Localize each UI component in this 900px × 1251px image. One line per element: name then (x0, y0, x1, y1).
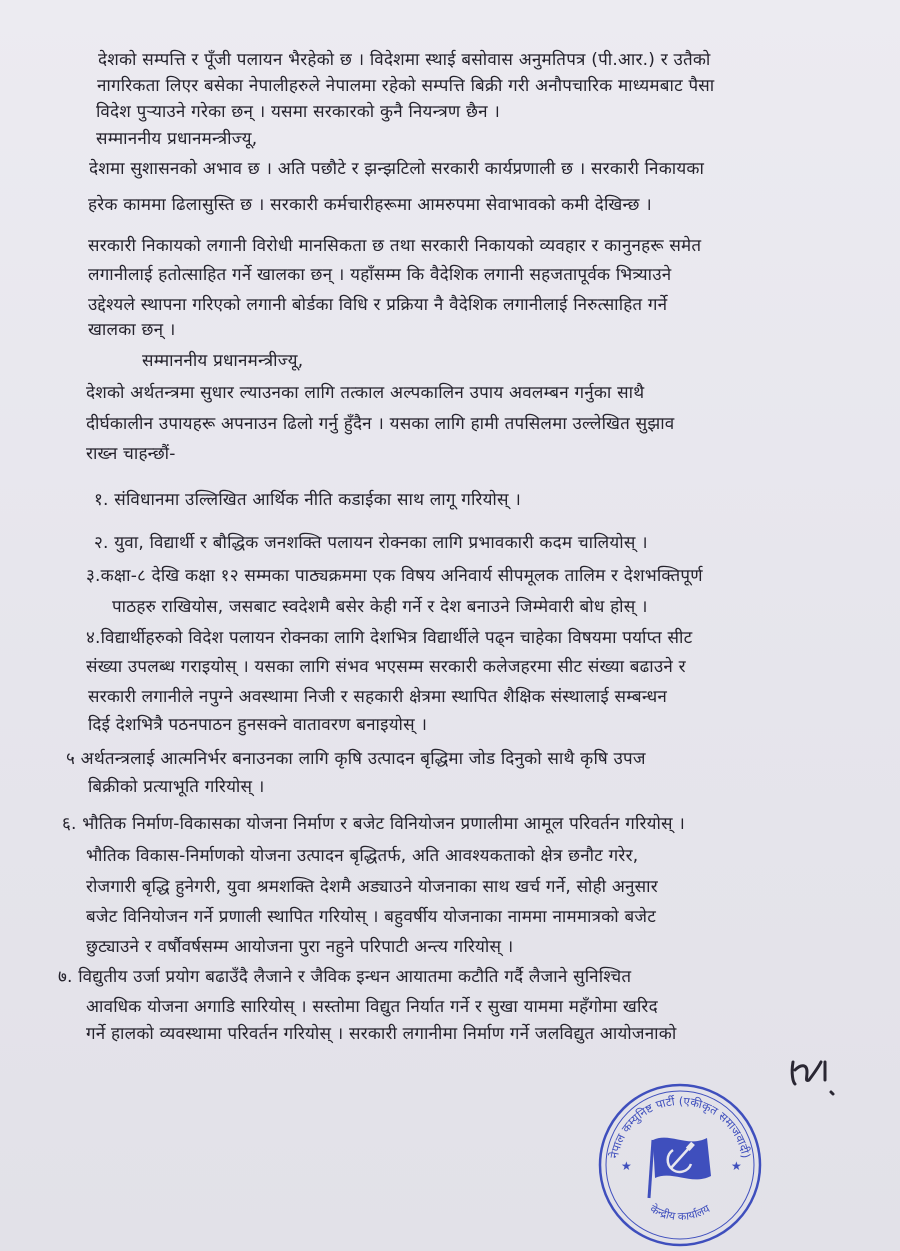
svg-text:नेपाल कम्युनिष्ट पार्टी (एकीकृ: नेपाल कम्युनिष्ट पार्टी (एकीकृत समाजवादी) (606, 1093, 754, 1160)
flag-hammer-sickle-icon (649, 1138, 711, 1198)
handwritten-signature-icon (785, 1040, 855, 1100)
text-line: नागरिकता लिएर बसेका नेपालीहरुले नेपालमा रहेको सम्पत्ति बिक्री गरी अनौपचारिक माध्यमबाट पैसा (97, 76, 715, 96)
list-item-line: भौतिक विकास-निर्माणको योजना उत्पादन बृद्धितर्फ, अति आवश्यकताको क्षेत्र छनौट गरेर, (86, 846, 639, 866)
list-item-line: दिई देशभित्रै पठनपाठन हुनसक्ने वातावरण बनाइयोस् । (88, 715, 428, 735)
list-item-line: संख्या उपलब्ध गराइयोस् । यसका लागि संभव भएसम्म सरकारी कलेजहरमा सीट संख्या बढाउने र (86, 657, 686, 677)
svg-text:★: ★ (621, 1159, 632, 1173)
list-item: ७. विद्युतीय उर्जा प्रयोग बढाउँदै लैजाने र जैविक इन्धन आयातमा कटौति गर्दै लैजाने सुनिश्चित (58, 967, 632, 987)
text-line: उद्देश्यले स्थापना गरिएको लगानी बोर्डका विधि र प्रक्रिया नै वैदेशिक लगानीलाई निरुत्साहित गर्ने (88, 295, 668, 315)
salutation: सम्माननीय प्रधानमन्त्रीज्यू, (142, 351, 304, 371)
party-seal (595, 1080, 765, 1250)
text-line: सरकारी निकायको लगानी विरोधी मानसिकता छ तथा सरकारी निकायको व्यवहार र कानुनहरू समेत (88, 236, 702, 256)
list-item-line: गर्ने हालको व्यवस्थामा परिवर्तन गरियोस् । सरकारी लगानीमा निर्माण गर्ने जलविद्युत आयोजनाको (86, 1024, 677, 1044)
list-item: १. संविधानमा उल्लिखित आर्थिक नीति कडाईका साथ लागू गरियोस् । (94, 490, 521, 510)
text-line: विदेश पुऱ्याउने गरेका छन् । यसमा सरकारको कुनै नियन्त्रण छैन । (96, 102, 501, 122)
list-item-line: बजेट विनियोजन गर्ने प्रणाली स्थापित गरियोस् । बहुवर्षीय योजनाका नाममा नाममात्रको बजेट (86, 907, 656, 927)
list-item-line: छुट्याउने र वर्षौवर्षसम्म आयोजना पुरा नहुने परिपाटी अन्त्य गरियोस् । (86, 937, 514, 957)
text-line: देशको सम्पत्ति र पूँजी पलायन भैरहेको छ । विदेशमा स्थाई बसोवास अनुमतिपत्र (पी.आर.) र उतैको (98, 50, 711, 70)
text-line: देशको अर्थतन्त्रमा सुधार ल्याउनका लागि तत्काल अल्पकालिन उपाय अवलम्बन गर्नुका साथै (86, 383, 645, 403)
salutation: सम्माननीय प्रधानमन्त्रीज्यू, (96, 129, 258, 149)
list-item-line: पाठहरु राखियोस, जसबाट स्वदेशमै बसेर केही गर्ने र देश बनाउने जिम्मेवारी बोध होस् । (112, 597, 648, 617)
list-item-line: आवधिक योजना अगाडि सारियोस् । सस्तोमा विद्युत निर्यात गर्ने र सुखा याममा महँगोमा खरिद (86, 997, 658, 1017)
list-item: ४.विद्यार्थीहरुको विदेश पलायन रोक्नका लागि देशभित्र विद्यार्थीले पढ्न चाहेका विषयमा पर्याप्त सीट (86, 628, 693, 648)
svg-text:★: ★ (731, 1159, 742, 1173)
list-item: ३.कक्षा-८ देखि कक्षा १२ सम्मका पाठ्यक्रममा एक विषय अनिवार्य सीपमूलक तालिम र देशभक्तिपूर्ण (86, 566, 703, 586)
list-item-line: सरकारी लगानीले नपुग्ने अवस्थामा निजी र सहकारी क्षेत्रमा स्थापित शैक्षिक संस्थालाई सम्बन्धन (88, 687, 668, 707)
text-line: दीर्घकालीन उपायहरू अपनाउन ढिलो गर्नु हुँदैन । यसका लागि हामी तपसिलमा उल्लेखित सुझाव (86, 414, 675, 434)
svg-text:केन्द्रीय कार्यालय: केन्द्रीय कार्यालय (647, 1202, 713, 1224)
text-line: देशमा सुशासनको अभाव छ । अति पछौटे र झन्झटिलो सरकारी कार्यप्रणाली छ । सरकारी निकायका (89, 159, 705, 179)
list-item: २. युवा, विद्यार्थी र बौद्धिक जनशक्ति पलायन रोक्नका लागि प्रभावकारी कदम चालियोस् । (94, 533, 648, 553)
text-line: हरेक काममा ढिलासुस्ति छ । सरकारी कर्मचारीहरूमा आमरुपमा सेवाभावको कमी देखिन्छ । (88, 195, 652, 215)
text-line: खालका छन् । (88, 320, 176, 340)
list-item: ५ अर्थतन्त्रलाई आत्मनिर्भर बनाउनका लागि कृषि उत्पादन बृद्धिमा जोड दिनुको साथै कृषि उपज (66, 749, 646, 769)
list-item-line: रोजगारी बृद्धि हुनेगरी, युवा श्रमशक्ति देशमै अड्याउने योजनाका साथ खर्च गर्ने, सोही अनुसार (86, 877, 658, 897)
text-line: लगानीलाई हतोत्साहित गर्ने खालका छन् । यहाँसम्म कि वैदेशिक लगानी सहजतापूर्वक भित्र्याउने (88, 265, 672, 285)
list-item: ६. भौतिक निर्माण-विकासका योजना निर्माण र बजेट विनियोजन प्रणालीमा आमूल परिवर्तन गरियोस् । (62, 814, 685, 834)
text-line: राख्न चाहन्छौं- (86, 444, 176, 464)
list-item-line: बिक्रीको प्रत्याभूति गरियोस् । (88, 777, 265, 797)
